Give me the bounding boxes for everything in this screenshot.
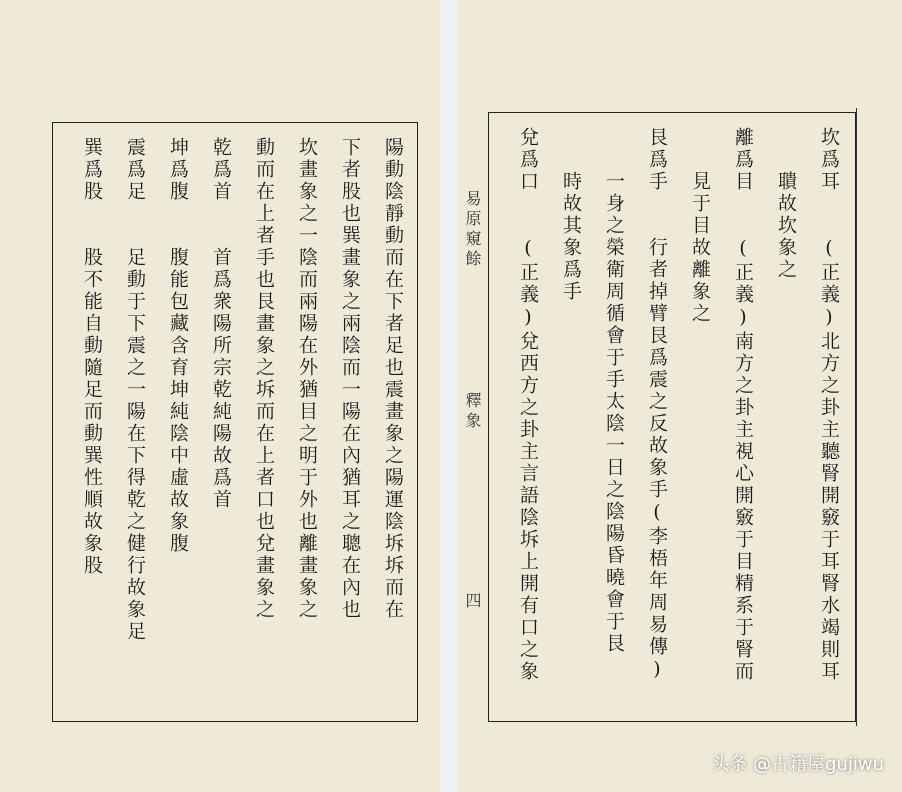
- right-column-6: 一身之榮衛周循會于手太陰一日之陰陽昏曉會于艮: [603, 127, 625, 655]
- right-page: [458, 0, 902, 792]
- left-column-7: 震爲足 足動于下震之一陽在下得乾之健行故象足: [124, 137, 146, 643]
- book-gutter: [440, 0, 458, 792]
- left-column-5: 乾爲首 首爲衆陽所宗乾純陽故爲首: [210, 137, 232, 511]
- right-text-frame: [488, 112, 856, 722]
- right-column-3: 離爲目 (正義)南方之卦主視心開竅于目精系于腎而: [732, 127, 754, 683]
- right-column-2: 聵故坎象之: [775, 127, 797, 281]
- right-column-8: 兌爲口 (正義)兌西方之卦主言語陰坼上開有口之象: [517, 127, 539, 683]
- left-column-8: 巽爲股 股不能自動隨足而動巽性順故象股: [81, 137, 103, 577]
- left-column-1: 陽動陰靜動而在下者足也震畫象之陽運陰坼坼而在: [382, 137, 404, 621]
- left-text-frame: [52, 122, 418, 722]
- right-column-4: 見于目故離象之: [689, 127, 711, 325]
- page-number: 四: [463, 592, 482, 612]
- frame-outer-rule: [856, 108, 857, 726]
- right-column-1: 坎爲耳 (正義)北方之卦主聽腎開竅于耳腎水竭則耳: [818, 127, 840, 683]
- section-title: 釋象: [463, 392, 482, 432]
- right-column-5: 艮爲手 行者掉臂艮爲震之反故象手(李梧年周易傳): [646, 127, 668, 683]
- right-column-7: 時故其象爲手: [560, 127, 582, 303]
- watermark: 头条 @古籍屋gujiwu: [711, 754, 884, 775]
- left-column-2: 下者股也巽畫象之兩陰而一陽在內猶耳之聰在內也: [339, 137, 361, 621]
- running-title: 易原窺餘: [463, 190, 482, 270]
- left-column-6: 坤爲腹 腹能包藏含育坤純陰中虛故象腹: [167, 137, 189, 555]
- left-column-4: 動而在上者手也艮畫象之坼而在上者口也兌畫象之: [253, 137, 275, 621]
- left-column-3: 坎畫象之一陰而兩陽在外猶目之明于外也離畫象之: [296, 137, 318, 621]
- left-page: [0, 0, 440, 792]
